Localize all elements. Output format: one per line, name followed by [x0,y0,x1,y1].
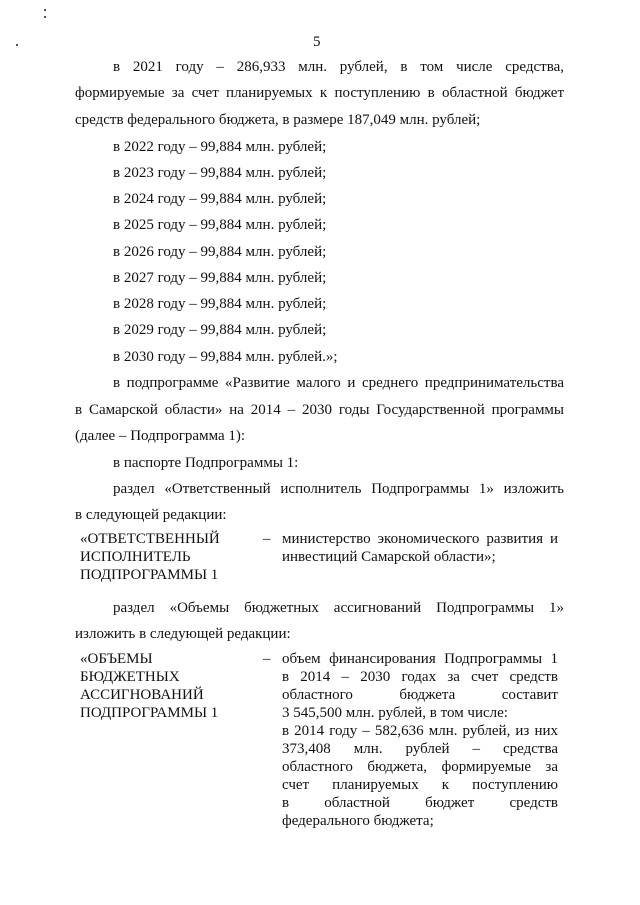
section-value-line: областного бюджета, формируемые за [282,759,558,775]
body-line: раздел «Ответственный исполнитель Подпрограммы 1» изложить [113,481,564,497]
section-value-line: 373,408 млн. рублей – средства [282,741,558,757]
section-value-line: министерство экономического развития и [282,531,558,547]
body-line: в следующей редакции: [75,507,227,523]
body-line: в 2024 году – 99,884 млн. рублей; [113,191,327,207]
section-label-line: ПОДПРОГРАММЫ 1 [80,567,219,583]
body-line: изложить в следующей редакции: [75,626,291,642]
body-line: в 2030 году – 99,884 млн. рублей.»; [113,349,338,365]
body-line: в паспорте Подпрограммы 1: [113,455,299,471]
scan-mark [44,16,46,18]
section-value-line: федерального бюджета; [282,813,434,829]
section-label-line: БЮДЖЕТНЫХ [80,669,180,685]
section-value-line: счет планируемых к поступлению [282,777,558,793]
body-line: в Самарской области» на 2014 – 2030 годы Государственной программы [75,402,564,418]
section-label-line: «ОБЪЕМЫ [80,651,153,667]
section-dash: – [263,531,271,547]
scan-mark [44,9,46,11]
body-line: (далее – Подпрограмма 1): [75,428,246,444]
body-line: в 2025 году – 99,884 млн. рублей; [113,217,327,233]
section-value-line: областного бюджета составит [282,687,558,703]
body-line: в 2029 году – 99,884 млн. рублей; [113,322,327,338]
scan-mark [16,44,18,46]
body-line: в 2028 году – 99,884 млн. рублей; [113,296,327,312]
section-value-line: объем финансирования Подпрограммы 1 [282,651,558,667]
body-line: в 2022 году – 99,884 млн. рублей; [113,139,327,155]
body-line: в 2023 году – 99,884 млн. рублей; [113,165,327,181]
body-line: в 2021 году – 286,933 млн. рублей, в том числе средства, [113,59,564,75]
body-line: в 2026 году – 99,884 млн. рублей; [113,244,327,260]
section-label-line: ПОДПРОГРАММЫ 1 [80,705,219,721]
body-line: в подпрограмме «Развитие малого и среднего предпринимательства [113,375,564,391]
section-label-line: «ОТВЕТСТВЕННЫЙ [80,531,220,547]
body-line: средств федерального бюджета, в размере 187,049 млн. рублей; [75,112,481,128]
section-label-line: ИСПОЛНИТЕЛЬ [80,549,191,565]
section-value-line: 3 545,500 млн. рублей, в том числе: [282,705,508,721]
body-line: в 2027 году – 99,884 млн. рублей; [113,270,327,286]
body-line: формируемые за счет планируемых к поступлению в областной бюджет [75,85,564,101]
page-number: 5 [313,34,321,50]
section-label-line: АССИГНОВАНИЙ [80,687,204,703]
section-value-line: в 2014 году – 582,636 млн. рублей, из них [282,723,558,739]
section-value-line: в областной бюджет средств [282,795,558,811]
section-value-line: инвестиций Самарской области»; [282,549,496,565]
section-value-line: в 2014 – 2030 годах за счет средств [282,669,558,685]
body-line: раздел «Объемы бюджетных ассигнований Подпрограммы 1» [113,600,564,616]
section-dash: – [263,651,271,667]
